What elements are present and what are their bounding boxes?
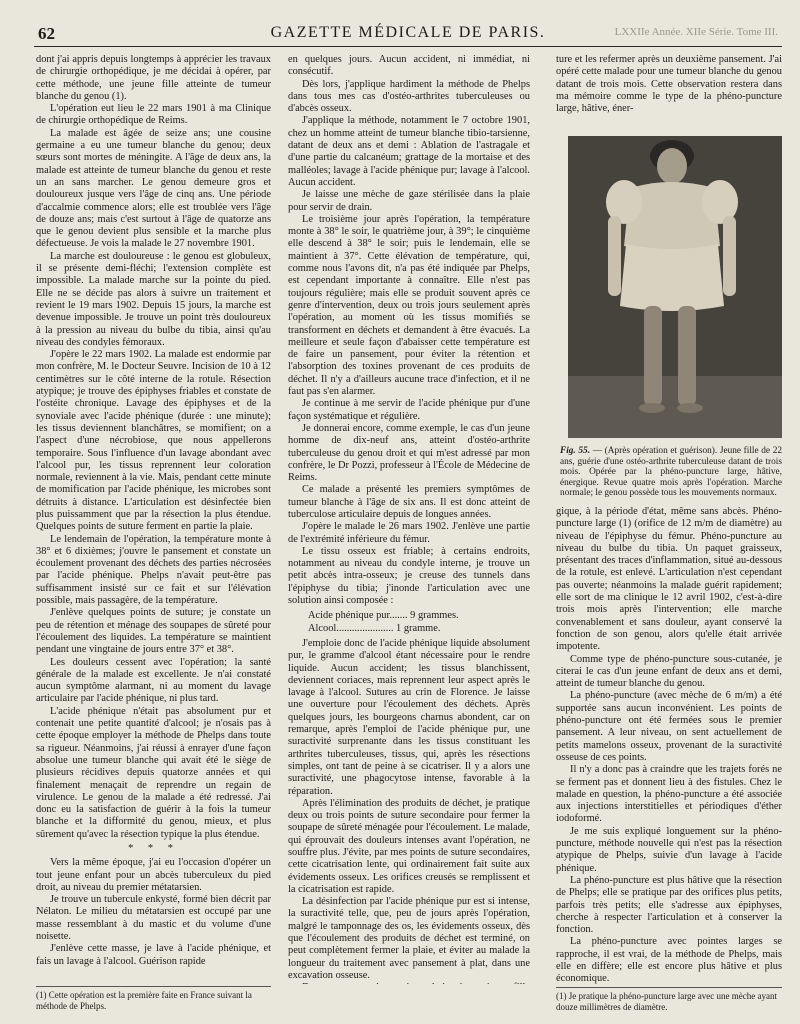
paragraph: L'acide phénique n'était pas absolument pur et contenait une petite quantité d'alcool; je n'osais pas à cette époque employer la méthode de Phelps dans toute sa rigueur. Néanmoins, j'ai réussi à enrayer d'une façon absolue une tumeur blanche qui avait été le siège de plusieurs récidives depuis quatorze années et qui finalement menaçait de reprendre un regain de virulence. Le genou de la malade a été redressé. J'ai donc eu la satisfaction de guérir à la fois la tumeur blanche et la difformité du genou, mieux, et plus sûrement qu'avec la résection typique la plus étendue. (36, 705, 271, 840)
paragraph: en quelques jours. Aucun accident, ni immédiat, ni consécutif. (288, 54, 530, 78)
paragraph: La phéno-puncture avec pointes larges se rapproche, il est vrai, de la méthode de Phelps, mais elle en diffère; elle est encore plus hâtive et plus économique. (556, 936, 782, 985)
column-right-top (556, 54, 782, 132)
paragraph: Les douleurs cessent avec l'opération; la santé générale de la malade est excellente. Je n'ai constaté aucun symptôme alarmant, ni au moment du lavage articulaire par l'acide phénique, ni plus tard. (36, 656, 271, 705)
paragraph: Ce malade a présenté les premiers symptômes de tumeur blanche à l'âge de six ans. Il est donc atteint de tuberculose articulaire depuis de longues années. (288, 484, 530, 520)
paragraph: La désinfection par l'acide phénique pur est si intense, la suractivité telle, que, peu de jours après l'opération, malgré le tamponnage des os, les évidements osseux, dès que l'écoulement des produits de déchet est terminé, on peut complètement fermer la plaie, et éviter au malade la longueur du traitement avec pansement à plat, dans une excavation osseuse. (288, 896, 530, 981)
footnote: (1) Je pratique la phéno-puncture large avec une mèche ayant douze millimètres de diamètre. (556, 987, 782, 1012)
paragraph: Comme type de phéno-puncture sous-cutanée, je citerai le cas d'un jeune enfant de deux ans et demi, atteint de tumeur blanche du genou. (556, 653, 782, 690)
paragraph: La phéno-puncture est plus hâtive que la résection de Phelps; elle se pratique par des orifices plus petits, parfois très petits; elle s'adresse aux épiphyses, cherche à respecter l'articulation et à conserver la fonction. (556, 874, 782, 936)
figure-label: Fig. 55. (560, 446, 591, 456)
paragraph: Vers la même époque, j'ai eu l'occasion d'opérer un tout jeune enfant pour un abcès tuberculeux du pied droit, au niveau du premier métatarsien. (36, 857, 271, 893)
formula-line: Alcool...................... 1 gramme. (308, 622, 441, 634)
paragraph: Il n'y a donc pas à craindre que les trajets forés ne se ferment pas et donnent lieu à des fistules. Chez le malade en question, la phéno-puncture a été associée aux injections interstitielles et périodiques d'éther iodoformé. (556, 764, 782, 825)
paragraph: J'opère le malade le 26 mars 1902. J'enlève une partie de l'extrémité inférieure du fémur. (288, 521, 530, 545)
paragraph: gique, à la période d'état, même sans abcès. Phéno-puncture large (1) (orifice de 12 m/m de diamètre) au niveau de l'épiphyse du fémur. Phéno-puncture au niveau du bulbe du tibia. Un paquet graisseux, présentant des traces d'inflammation, situé au-dessous de la rotule, est enlevé. L'articulation n'est cependant pas ouverte; néanmoins la malade guérit rapidement; elle sort de ma clinique le 12 avril 1902, c'est-à-dire trois mois après l'intervention; elle marche convenablement et sans douleur, ayant conservé la fonction de son genou, alors qu'elle était arrivée impotente. (556, 506, 782, 653)
paragraph: ture et les refermer après un deuxième pansement. J'ai opéré cette malade pour une tumeur blanche du genou datant de trois mois. Cette observation restera dans ma mémoire comme le type de la phéno-puncture large, hâtive, éner- (556, 54, 782, 115)
paragraph: Dès lors, j'applique hardiment la méthode de Phelps dans tous mes cas d'ostéo-arthrites tuberculeuses ou d'abcès osseux. (288, 78, 530, 115)
paragraph: L'opération eut lieu le 22 mars 1901 à ma Clinique de chirurgie orthopédique de Reims. (36, 103, 271, 127)
paragraph: J'applique la méthode, notamment le 7 octobre 1901, chez un homme atteint de tumeur blanche tibio-tarsienne, datant de deux ans et demi : Ablation de l'astragale et d'une partie du calcanéum; grattage de la mortaise et des malléoles; lavage à l'acide phénique pur; lavage à l'alcool. Aucun accident. (288, 115, 530, 188)
paragraph (288, 982, 530, 984)
patient-photograph (568, 136, 782, 438)
page-header (34, 20, 782, 47)
footnote: (1) Cette opération est la première faite en France suivant la méthode de Phelps. (36, 986, 271, 1011)
paragraph: dont j'ai appris depuis longtemps à apprécier les travaux de chirurgie orthopédique, je me décidai à opérer, par cette méthode, une jeune fille atteinte de tumeur blanche du genou (1). (36, 54, 271, 102)
paragraph: Je donnerai encore, comme exemple, le cas d'un jeune homme de dix-neuf ans, atteint d'ostéo-arthrite tuberculeuse du genou droit et qui m'est adressé par mon confrère, le Dr Pozzi, professeur à l'École de Médecine de Reims. (288, 422, 530, 484)
formula-block (308, 610, 530, 635)
section-separator: * * * (128, 843, 179, 854)
paragraph: J'enlève quelques points de suture; je constate un peu de rétention et ménage des soupapes de sûreté pour l'écoulement des liquides. La température se maintient pendant une vingtaine de jours entre 37° et 38°. (36, 607, 271, 656)
column-right-bottom (556, 506, 782, 986)
paragraph: Le troisième jour après l'opération, la température monte à 38° le soir, le quatrième jour, à 39°; le cinquième elle descend à 38° le soir; puis le lendemain, elle se maintient à 37°. Cette élévation de température, qui, comme nous l'avons dit, n'a pas été indiquée par Phelps, est cependant importante à connaître. Elle n'est pas toujours régulière; mais elle se produit souvent après ce genre d'intervention, deux ou trois jours seulement après l'opération, au moment où les tissus momifiés se transforment en déchets et demandent à être évacués. La meilleure et seule façon d'abaisser cette température est de faire un pansement, pour éviter la rétention et l'absorption des toxines provenant de ces produits de déchet. Il n'y a d'ailleurs aucune trace d'infection, et il ne faut pas s'en alarmer. (288, 213, 530, 398)
paragraph: J'emploie donc de l'acide phénique liquide absolument pur, le gramme d'alcool étant nécessaire pour le rendre liquide. Aucun accident; les tissus blanchissent, deviennent coriaces, mais reprennent leur aspect après le lavage à l'alcool. Sutures au crin de Florence. Je laisse une ouverture pour l'écoulement des déchets. Après quelques jours, les bourgeons charnus abondent, car on remarque, après l'emploi de l'acide phénique pur, une suractivité surprenante dans les tissus constituant les arthrites tuberculeuses, tissus, qui, après les résections simples, ont tant de peine à se cicatriser. Il y a alors une suractivité, une phagocytose intense, favorable à la réparation. (288, 637, 530, 797)
paragraph: La marche est douloureuse : le genou est globuleux, il se présente demi-fléchi; l'extension complète est impossible. La malade marche sur la pointe du pied. Elle ne se décide pas alors à suivre un traitement et revient le 19 mars 1902. Depuis 15 jours, la marche est devenue impossible. Je trouve un point très douloureux à la pression au niveau du bulbe du tibia, ainsi qu'au niveau des condyles fémoraux. (36, 250, 271, 348)
column-left (36, 54, 271, 984)
journal-title: GAZETTE MÉDICALE DE PARIS. (270, 24, 546, 41)
paragraph: J'opère le 22 mars 1902. La malade est endormie par mon confrère, M. le Docteur Seuvre. Incision de 10 à 12 centimètres sur le côté interne de la rotule. Résection atypique; je trouve des épiphyses friables et constate de l'ostéite chronique. Lavage des épiphyses et de la synoviale avec l'acide phénique (durée : une minute); les tissus deviennent blanchâtres, se momifient; on a l'aspect d'une nécrobiose, que nous appellerons temporaire. Sous l'influence d'un lavage abondant avec l'alcool pur, les tissus reprennent leur coloration normale, reviennent à la vie. Mais, pendant cette minute de momification par l'acide phénique, les microbes sont détruits à distance. L'articulation est désinfectée bien plus puissamment que par la résection la plus étendue. Quelques points de suture ferment en partie la plaie. (36, 349, 271, 533)
formula-line: Acide phénique pur....... 9 grammes. (308, 610, 459, 622)
paragraph: Le tissu osseux est friable; à certains endroits, notamment au niveau du condyle interne, je trouve un petit abcès intra-osseux; je creuse des tunnels dans l'épiphyse du tibia; j'inonde l'articulation avec une solution ainsi composée : (288, 545, 530, 607)
running-head: LXXIIe Année. XIIe Série. Tome III. (614, 26, 778, 38)
paragraph: La phéno-puncture (avec mèche de 6 m/m) a été supportée sans aucun inconvénient. Les points de phéno-puncture ont été fermées sous le premier pansement. A leur niveau, on sent actuellement de petits mamelons osseux, provenant de la suractivité osseuse de ces points. (556, 690, 782, 763)
paragraph: Je trouve un tubercule enkysté, formé bien décrit par Nélaton. Le milieu du métatarsien est occupé par une masse ressemblant à du mastic et du volume d'une noisette. (36, 894, 271, 943)
paragraph: Je continue à me servir de l'acide phénique pur d'une façon systématique et régulière. (288, 398, 530, 422)
paragraph: J'enlève cette masse, je lave à l'acide phénique, et fais un lavage à l'alcool. Guérison rapide (36, 943, 271, 967)
figure-caption (560, 446, 782, 499)
column-middle (288, 54, 530, 984)
paragraph: Je laisse une mèche de gaze stérilisée dans la plaie pour servir de drain. (288, 189, 530, 213)
page-number: 62 (38, 24, 55, 43)
paragraph: Après l'élimination des produits de déchet, je pratique deux ou trois points de suture secondaire pour fermer la soupape de sûreté ménagée pour l'écoulement. Le malade, qui éprouvait des douleurs intenses avant l'opération, ne souffre plus. J'évite, par mes points de suture secondaires, cette cicatrisation lente, qui ordinairement fait suite aux évidements osseux. Les orifices creusés se remplissent et la cicatrisation est rapide. (288, 797, 530, 895)
paragraph: Je me suis expliqué longuement sur la phéno-puncture, méthode nouvelle qui n'est pas la résection atypique de Phelps, suivie d'un lavage à l'acide phénique. (556, 825, 782, 874)
photograph-drawing (568, 136, 782, 438)
paragraph: Le lendemain de l'opération, la température monte à 38° et 6 dixièmes; j'ouvre le pansement et constate un écoulement provenant des déchets des parties nécrosées par l'acide phénique. Phelps n'avait peut-être pas suffisamment insisté sur ce fait et sur l'élévation possible, mais passagère, de la température. (36, 533, 271, 607)
text-run (288, 982, 530, 984)
paragraph: La malade est âgée de seize ans; une cousine germaine a eu une tumeur blanche du genou; deux sœurs sont mortes de méningite. A l'âge de deux ans, la malade est atteinte de tumeur blanche du genou et reste un an sans marcher. Le genou demeure gros et douloureux jusque vers l'âge de cinq ans. Une période d'accalmie commence alors; elle est troublée vers l'âge de douze ans; mais c'est surtout à l'âge de quatorze ans que le genou devient plus sensible et la marche plus défectueuse. Je vois la malade le 27 novembre 1901. (36, 127, 271, 250)
figure-caption-text: — (Après opération et guérison). Jeune fille de 22 ans, guérie d'une ostéo-arthrite tuberculeuse datant de trois mois. Opérée par la phéno-puncture large, hâtive, énergique. Revue quatre mois après l'opération. Marche normale; le genou possède tous les mouvements normaux. (560, 446, 783, 499)
